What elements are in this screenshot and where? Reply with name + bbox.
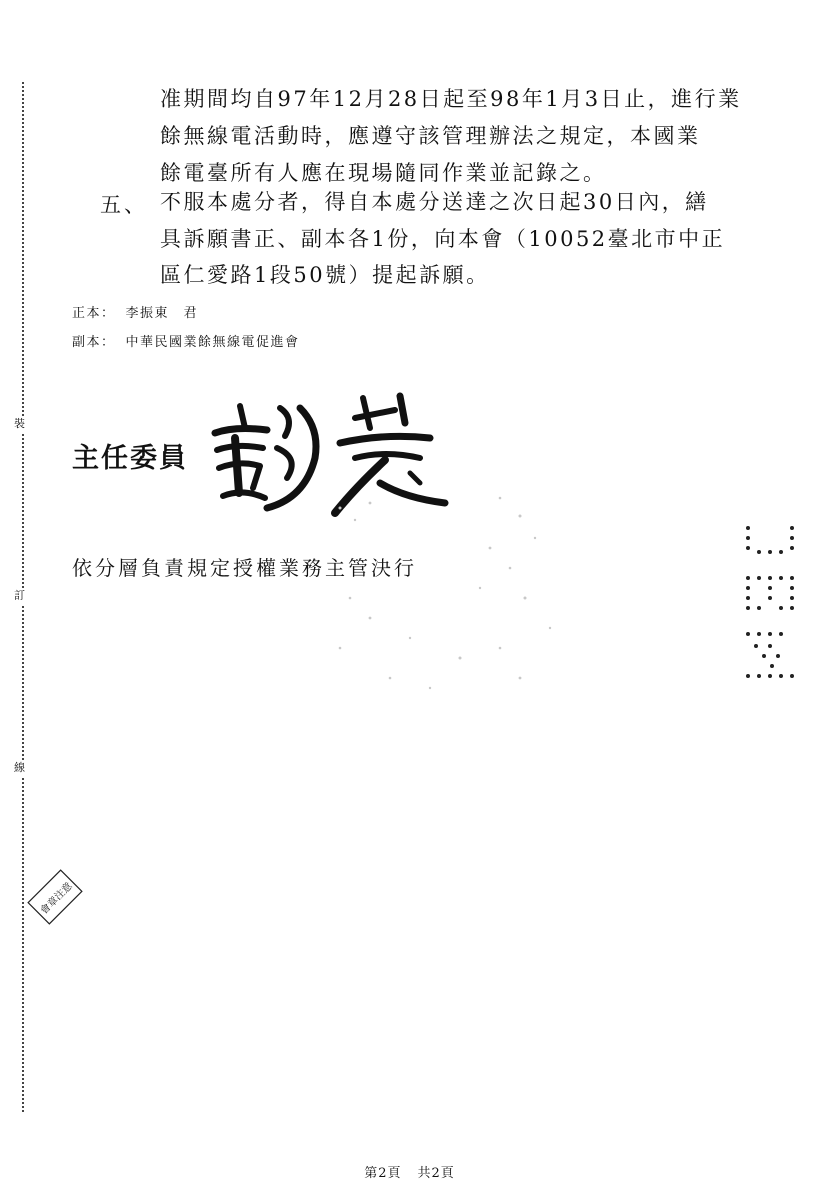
item-number-five: 五、 [100,193,148,217]
paragraph-line: 准期間均自97年12月28日起至98年1月3日止，進行業 [160,87,742,111]
page-footer [0,1162,819,1181]
original-recipient-line [72,302,198,321]
signatory-title: 主任委員 [72,443,188,474]
paragraph-line: 具訴願書正、副本各1份，向本會（10052臺北市中正 [160,227,726,251]
copy-label: 副本： [72,335,116,350]
original-value: 李振東 君 [125,306,199,321]
original-label: 正本： [72,306,116,321]
paragraph-line: 區仁愛路1段50號）提起訴願。 [160,263,490,287]
binding-char-xian: 線 [14,761,25,774]
perforation-mark [742,522,798,682]
paragraph-line: 餘無線電活動時，應遵守該管理辦法之規定，本國業 [160,124,701,148]
binding-char-ding: 訂 [14,589,25,602]
paragraph-line: 不服本處分者，得自本處分送達之次日起30日內，繕 [160,190,709,214]
page-number: 第2頁 [364,1166,402,1181]
copy-recipient-line [72,331,300,350]
diagonal-stamp [20,862,90,932]
stamp-text: 會章注意 [38,880,75,917]
delegation-note: 依分層負責規定授權業務主管決行 [72,556,417,580]
paragraph-line: 餘電臺所有人應在現場隨同作業並記錄之。 [160,161,607,185]
copy-value: 中華民國業餘無線電促進會 [125,335,300,350]
page-total: 共2頁 [417,1166,455,1181]
faint-seal-mark [310,478,580,728]
binding-char-zhuang: 裝 [14,417,25,430]
